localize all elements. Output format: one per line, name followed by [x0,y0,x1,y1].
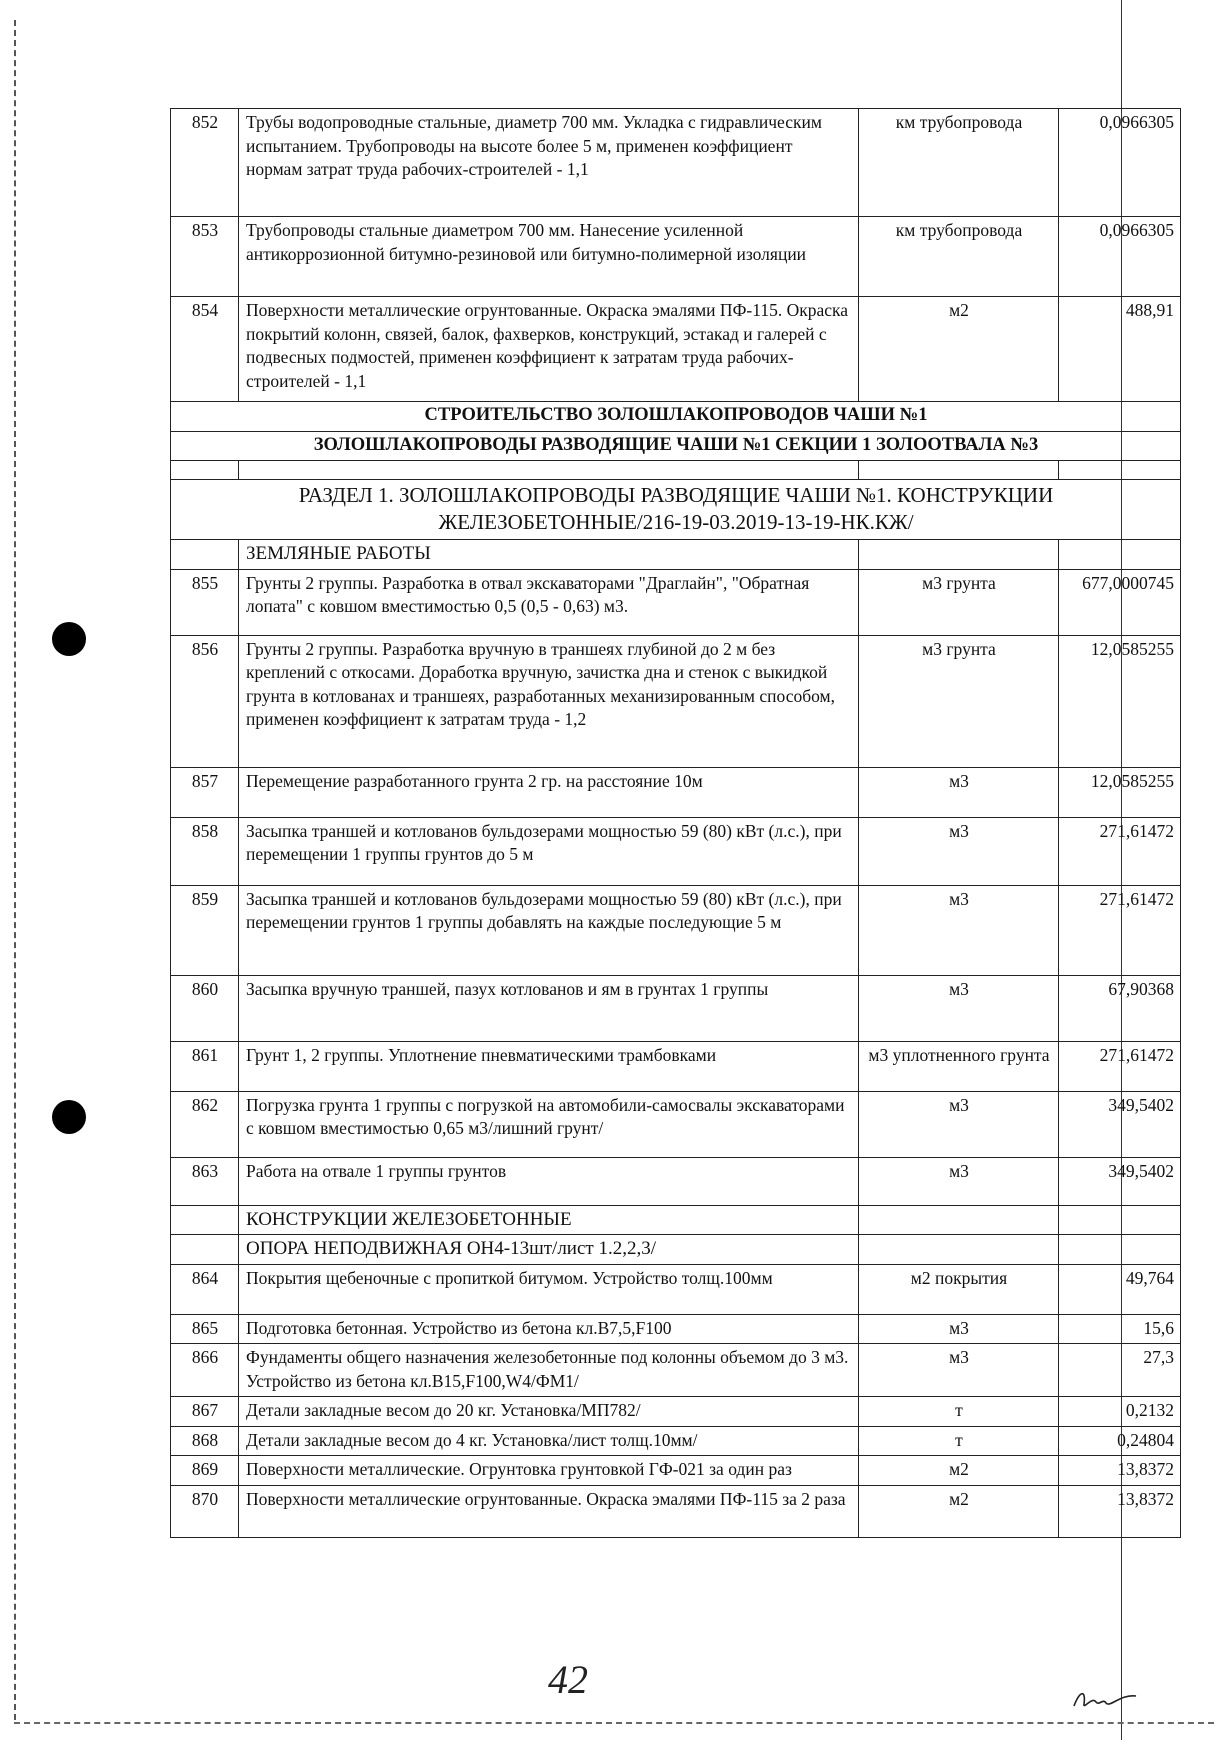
row-quantity: 15,6 [1059,1314,1181,1344]
row-quantity: 12,0585255 [1059,767,1181,817]
punch-hole-icon [52,622,86,656]
row-unit: м3 грунта [859,569,1059,635]
row-unit: м2 [859,1485,1059,1537]
row-number: 862 [171,1091,239,1157]
row-number: 856 [171,635,239,767]
row-quantity: 12,0585255 [1059,635,1181,767]
row-quantity: 67,90368 [1059,975,1181,1041]
row-description: Грунты 2 группы. Разработка в отвал экскаваторами "Драглайн", "Обратная лопата" с ковшом вместимостью 0,5 (0,5 - 0,63) м3. [239,569,859,635]
row-unit: км трубопровода [859,109,1059,217]
row-unit: м3 [859,1157,1059,1205]
row-number: 866 [171,1344,239,1397]
heading-pipelines: ЗОЛОШЛАКОПРОВОДЫ РАЗВОДЯЩИЕ ЧАШИ №1 СЕКЦИИ 1 ЗОЛООТВАЛА №3 [171,431,1181,461]
row-description: Детали закладные весом до 4 кг. Установка/лист толщ.10мм/ [239,1426,859,1456]
row-description: Детали закладные весом до 20 кг. Установка/МП782/ [239,1397,859,1427]
row-description: Покрытия щебеночные с пропиткой битумом. Устройство толщ.100мм [239,1264,859,1314]
punch-hole-icon [52,1100,86,1134]
table-row [171,1344,1181,1397]
row-description: Засыпка траншей и котлованов бульдозерами мощностью 59 (80) кВт (л.с.), при перемещении 1 группы грунтов до 5 м [239,817,859,885]
row-description: Подготовка бетонная. Устройство из бетона кл.В7,5,F100 [239,1314,859,1344]
row-description: Трубы водопроводные стальные, диаметр 700 мм. Укладка с гидравлическим испытанием. Трубопроводы на высоте более 5 м, применен коэффициент нормам затрат труда рабочих-строителей - 1,1 [239,109,859,217]
row-quantity: 349,5402 [1059,1157,1181,1205]
row-unit: м3 [859,885,1059,975]
table-row [171,1091,1181,1157]
row-number: 859 [171,885,239,975]
section-row [171,480,1181,540]
row-number: 855 [171,569,239,635]
row-unit: м2 [859,297,1059,402]
table-row [171,1485,1181,1537]
row-quantity: 0,0966305 [1059,109,1181,217]
scan-edge-left [14,20,16,1720]
row-quantity: 677,0000745 [1059,569,1181,635]
row-number: 870 [171,1485,239,1537]
row-quantity: 271,61472 [1059,817,1181,885]
row-quantity: 0,2132 [1059,1397,1181,1427]
section-title: РАЗДЕЛ 1. ЗОЛОШЛАКОПРОВОДЫ РАЗВОДЯЩИЕ ЧАШИ №1. КОНСТРУКЦИИ ЖЕЛЕЗОБЕТОННЫЕ/216-19-03.2019-13-19-НК.КЖ/ [171,480,1181,540]
row-unit: м3 [859,767,1059,817]
row-number: 868 [171,1426,239,1456]
table-row [171,1264,1181,1314]
row-unit: м3 [859,817,1059,885]
row-description: Грунт 1, 2 группы. Уплотнение пневматическими трамбовками [239,1041,859,1091]
row-unit: м3 [859,1091,1059,1157]
page-number: 42 [548,1657,588,1702]
row-number: 853 [171,217,239,297]
heading-construction: СТРОИТЕЛЬСТВО ЗОЛОШЛАКОПРОВОДОВ ЧАШИ №1 [171,402,1181,432]
row-description: Поверхности металлические огрунтованные. Окраска эмалями ПФ-115 за 2 раза [239,1485,859,1537]
table-row [171,109,1181,217]
table-row [171,885,1181,975]
table-row [171,1426,1181,1456]
row-quantity: 49,764 [1059,1264,1181,1314]
table-row [171,1041,1181,1091]
row-description: Погрузка грунта 1 группы с погрузкой на автомобили-самосвалы экскаваторами с ковшом вместимостью 0,65 м3/лишний грунт/ [239,1091,859,1157]
row-description: Засыпка траншей и котлованов бульдозерами мощностью 59 (80) кВт (л.с.), при перемещении грунтов 1 группы добавлять на каждые последующие 5 м [239,885,859,975]
row-quantity: 13,8372 [1059,1485,1181,1537]
table-row [171,217,1181,297]
table-row [171,1397,1181,1427]
row-unit: м3 [859,1314,1059,1344]
row-number: 865 [171,1314,239,1344]
table-row [171,569,1181,635]
row-number: 861 [171,1041,239,1091]
blank-row [171,461,1181,480]
row-description: Фундаменты общего назначения железобетонные под колонны объемом до 3 м3. Устройство из бетона кл.В15,F100,W4/ФМ1/ [239,1344,859,1397]
row-description: Трубопроводы стальные диаметром 700 мм. Нанесение усиленной антикоррозионной битумно-резиновой или битумно-полимерной изоляции [239,217,859,297]
table-row [171,1314,1181,1344]
row-number: 857 [171,767,239,817]
subhead-support: ОПОРА НЕПОДВИЖНАЯ ОН4-13шт/лист 1.2,2,3/ [239,1235,859,1265]
row-number: 854 [171,297,239,402]
row-quantity: 271,61472 [1059,885,1181,975]
row-quantity: 27,3 [1059,1344,1181,1397]
table-row [171,817,1181,885]
row-quantity: 13,8372 [1059,1456,1181,1486]
row-description: Работа на отвале 1 группы грунтов [239,1157,859,1205]
row-unit: м2 покрытия [859,1264,1059,1314]
row-number: 864 [171,1264,239,1314]
subhead-row [171,1235,1181,1265]
table-row [171,635,1181,767]
row-number: 858 [171,817,239,885]
table-row [171,297,1181,402]
row-unit: т [859,1426,1059,1456]
row-unit: м3 [859,975,1059,1041]
row-unit: м3 уплотненного грунта [859,1041,1059,1091]
signature-icon [1070,1684,1140,1714]
row-unit: км трубопровода [859,217,1059,297]
subhead-row [171,540,1181,570]
subhead-row [171,1205,1181,1235]
row-quantity: 349,5402 [1059,1091,1181,1157]
estimate-table [170,108,1181,1538]
row-quantity: 0,24804 [1059,1426,1181,1456]
heading-row [171,431,1181,461]
subhead-concrete: КОНСТРУКЦИИ ЖЕЛЕЗОБЕТОННЫЕ [239,1205,859,1235]
heading-row [171,402,1181,432]
row-quantity: 0,0966305 [1059,217,1181,297]
row-number: 867 [171,1397,239,1427]
row-number: 860 [171,975,239,1041]
row-unit: м3 [859,1344,1059,1397]
row-description: Перемещение разработанного грунта 2 гр. на расстояние 10м [239,767,859,817]
row-description: Засыпка вручную траншей, пазух котлованов и ям в грунтах 1 группы [239,975,859,1041]
row-unit: т [859,1397,1059,1427]
row-description: Поверхности металлические. Огрунтовка грунтовкой ГФ-021 за один раз [239,1456,859,1486]
table-row [171,975,1181,1041]
subhead-earth-works: ЗЕМЛЯНЫЕ РАБОТЫ [239,540,859,570]
table-row [171,767,1181,817]
row-quantity: 271,61472 [1059,1041,1181,1091]
table-row [171,1456,1181,1486]
row-unit: м3 грунта [859,635,1059,767]
row-description: Поверхности металлические огрунтованные. Окраска эмалями ПФ-115. Окраска покрытий колонн, связей, балок, фахверков, конструкций, эстакад и галерей с подвесных подмостей, применен коэффициент к затратам труда рабочих-строителей - 1,1 [239,297,859,402]
table-row [171,1157,1181,1205]
row-number: 852 [171,109,239,217]
row-description: Грунты 2 группы. Разработка вручную в траншеях глубиной до 2 м без креплений с откосами. Доработка вручную, зачистка дна и стенок с выкидкой грунта в котлованах и траншеях, разработанных механизированным способом, применен коэффициент к затратам труда - 1,2 [239,635,859,767]
row-quantity: 488,91 [1059,297,1181,402]
row-number: 869 [171,1456,239,1486]
scan-edge-bottom [14,1722,1214,1724]
row-number: 863 [171,1157,239,1205]
row-unit: м2 [859,1456,1059,1486]
